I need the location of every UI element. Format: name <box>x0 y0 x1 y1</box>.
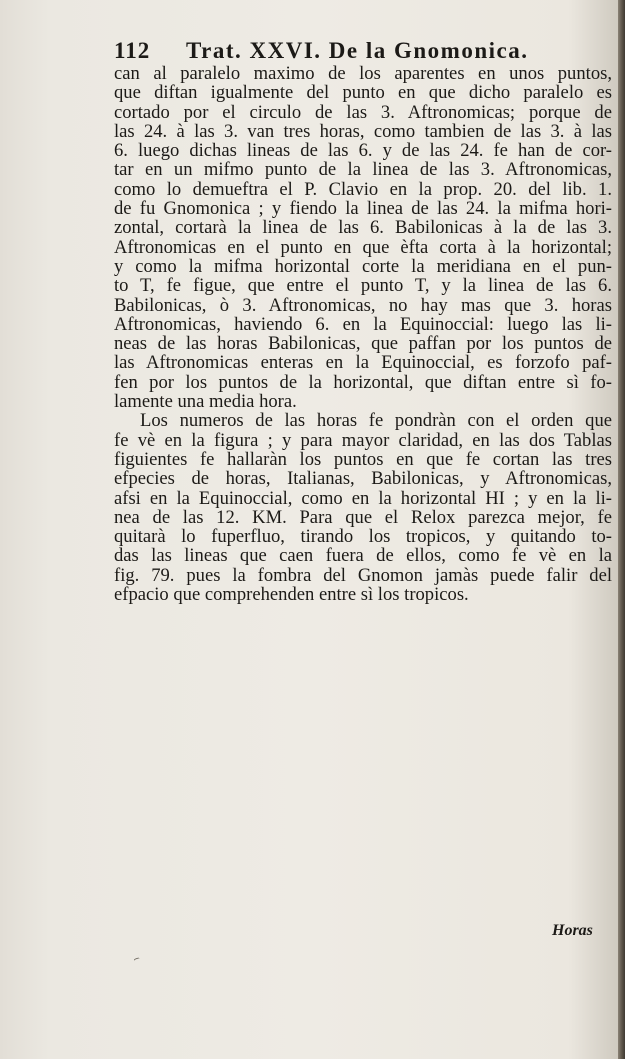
text-line: can al paralelo maximo de los aparentes en unos puntos, <box>114 64 612 84</box>
text-line: fig. 79. pues la fombra del Gnomon jamàs puede falir del <box>114 565 612 586</box>
text-line: to T, fe figue, que entre el punto T, y la linea de las 6. <box>114 276 612 296</box>
text-line: de fu Gnomonica ; y fiendo la linea de las 24. la mifma hori- <box>114 199 612 219</box>
body-text <box>114 64 612 604</box>
text-line: afsi en la Equinoccial, como en la horizontal HI ; y en la li- <box>114 488 612 508</box>
text-line: efpecies de horas, Italianas, Babilonicas, y Aftronomicas, <box>114 469 612 489</box>
text-line: lamente una media hora. <box>114 392 297 412</box>
page-edge-shadow <box>618 0 625 1059</box>
paper-speck <box>133 957 140 963</box>
text-line: y como la mifma horizontal corte la meridiana en el pun- <box>114 256 612 277</box>
text-line: figuientes fe hallaràn los puntos en que fe cortan las tres <box>114 449 612 470</box>
text-line: cortado por el circulo de las 3. Aftronomicas; porque de <box>114 102 612 122</box>
text-line: Babilonicas, ò 3. Aftronomicas, no hay mas que 3. horas <box>114 295 612 315</box>
text-line: fen por los puntos de la horizontal, que diftan entre sì fo- <box>114 372 612 393</box>
text-line: fe vè en la figura ; y para mayor claridad, en las dos Tablas <box>114 430 612 450</box>
text-line: neas de las horas Babilonicas, que paffan por los puntos de <box>114 334 612 354</box>
text-line: como lo demueftra el P. Clavio en la prop. 20. del lib. 1. <box>114 179 612 200</box>
text-line: Los numeros de las horas fe pondràn con el orden que <box>140 411 612 431</box>
page-number: 112 <box>114 38 151 63</box>
text-line: efpacio que comprehenden entre sì los tropicos. <box>114 585 469 605</box>
running-head: Trat. XXVI. De la Gnomonica. <box>186 38 529 63</box>
text-line: 6. luego dichas lineas de las 6. y de las 24. fe han de cor- <box>114 141 612 161</box>
text-line: zontal, cortarà la linea de las 6. Babilonicas à la de las 3. <box>114 218 612 238</box>
text-line: das las lineas que caen fuera de ellos, como fe vè en la <box>114 546 612 566</box>
text-line: Aftronomicas en el punto en que èfta corta à la horizontal; <box>114 237 612 257</box>
text-line: nea de las 12. KM. Para que el Relox parezca mejor, fe <box>114 507 612 528</box>
text-line: quitarà lo fuperfluo, tirando los tropicos, y quitando to- <box>114 527 612 547</box>
text-line: Aftronomicas, haviendo 6. en la Equinoccial: luego las li- <box>114 314 612 335</box>
catchword: Horas <box>552 922 593 939</box>
text-line: que diftan igualmente del punto en que dicho paralelo es <box>114 83 612 103</box>
text-line: las Aftronomicas enteras en la Equinoccial, es forzofo paf- <box>114 353 612 373</box>
paragraph <box>114 64 612 411</box>
text-line: las 24. à las 3. van tres horas, como tambien de las 3. à las <box>114 121 612 142</box>
paragraph <box>114 411 612 604</box>
text-line: tar en un mifmo punto de la linea de las 3. Aftronomicas, <box>114 160 612 180</box>
